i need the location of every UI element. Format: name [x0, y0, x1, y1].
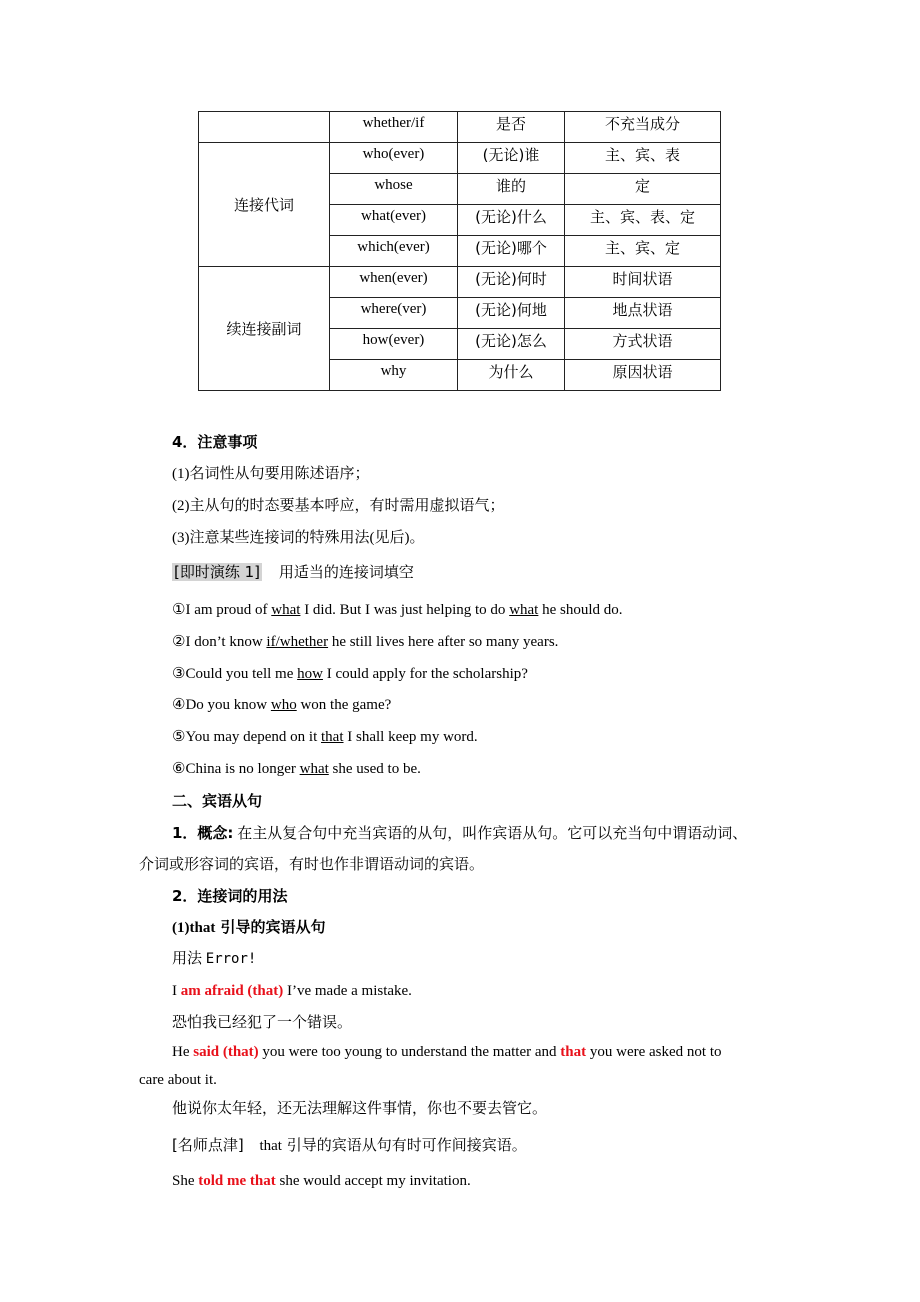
answer: that: [321, 729, 344, 745]
notes-item: (2)主从句的时态要基本呼应，有时需用虚拟语气；: [172, 498, 505, 514]
table-cell-word: how(ever): [330, 329, 458, 360]
conjunction-table: [198, 111, 721, 391]
exercise-item: ③Could you tell me how I could apply for the scholarship?: [172, 666, 528, 682]
answer: what: [509, 602, 539, 618]
exercise-item: ①I am proud of what I did. But I was just helping to do what he should do.: [172, 602, 623, 618]
tip-tag: [名师点津]: [172, 1136, 244, 1154]
table-cell-meaning: (无论)怎么: [458, 329, 565, 360]
table-cell-role: 主、宾、表、定: [565, 205, 721, 236]
table-cell-word: why: [330, 360, 458, 391]
table-cell-meaning: (无论)何时: [458, 267, 565, 298]
table-cell-meaning: (无论)哪个: [458, 236, 565, 267]
notes-item: (1)名词性从句要用陈述语序；: [172, 466, 370, 482]
table-cell-word: whether/if: [330, 112, 458, 143]
exercise-item: ⑥China is no longer what she used to be.: [172, 761, 421, 777]
notes-item: (3)注意某些连接词的特殊用法(见后)。: [172, 530, 425, 546]
usage-line: 用法 Error!: [172, 951, 257, 967]
table-cell-role: 地点状语: [565, 298, 721, 329]
exercise-item: ④Do you know who won the game?: [172, 697, 392, 713]
table-cell-meaning: (无论)何地: [458, 298, 565, 329]
sub-heading: (1)that 引导的宾语从句: [172, 918, 326, 936]
exercise-item: ⑤You may depend on it that I shall keep my word.: [172, 729, 478, 745]
example-sentence: She told me that she would accept my invitation.: [172, 1173, 471, 1189]
table-cell-role: 定: [565, 174, 721, 205]
table-cell-group: [199, 112, 330, 143]
table-cell-role: 原因状语: [565, 360, 721, 391]
example-sentence: I am afraid (that) I’ve made a mistake.: [172, 983, 412, 999]
table-cell-group: 续连接副词: [199, 267, 330, 391]
table-cell-word: when(ever): [330, 267, 458, 298]
table-row: [199, 267, 721, 298]
notes-heading: 4．注意事项: [172, 433, 258, 451]
tip-line: [名师点津] that 引导的宾语从句有时可作间接宾语。: [172, 1136, 527, 1154]
section-heading: 二、宾语从句: [172, 792, 263, 810]
table-cell-meaning: 为什么: [458, 360, 565, 391]
table-cell-word: who(ever): [330, 143, 458, 174]
table-cell-meaning: 谁的: [458, 174, 565, 205]
exercise-tag: [即时演练 1]: [174, 563, 261, 581]
answer: if/whether: [266, 634, 329, 650]
table-cell-meaning: (无论)什么: [458, 205, 565, 236]
example-sentence: He said (that) you were too young to understand the matter and that you were asked not to: [172, 1044, 722, 1060]
table-cell-meaning: 是否: [458, 112, 565, 143]
table-cell-meaning: (无论)谁: [458, 143, 565, 174]
answer: who: [270, 697, 297, 713]
table-cell-role: 方式状语: [565, 329, 721, 360]
exercise-item: ②I don’t know if/whether he still lives here after so many years.: [172, 634, 559, 650]
exercise-instruction: 用适当的连接词填空: [278, 563, 414, 581]
table-cell-role: 不充当成分: [565, 112, 721, 143]
exercise-header: [172, 562, 414, 582]
answer: what: [299, 761, 329, 777]
answer: what: [271, 602, 301, 618]
table-row: [199, 112, 721, 143]
example-translation: 他说你太年轻，还无法理解这件事情，你也不要去管它。: [172, 1101, 548, 1117]
example-translation: 恐怕我已经犯了一个错误。: [172, 1015, 353, 1031]
table-row: [199, 143, 721, 174]
answer: how: [297, 666, 323, 682]
concept-line: 1．概念: 在主从复合句中充当宾语的从句，叫作宾语从句。它可以充当句中谓语动词、: [172, 824, 748, 842]
table-cell-role: 主、宾、定: [565, 236, 721, 267]
table-cell-word: what(ever): [330, 205, 458, 236]
table-cell-word: whose: [330, 174, 458, 205]
field-error: Error!: [205, 951, 257, 967]
example-sentence-cont: care about it.: [139, 1072, 217, 1088]
usage-heading: 2．连接词的用法: [172, 887, 288, 905]
table-cell-word: where(ver): [330, 298, 458, 329]
table-cell-word: which(ever): [330, 236, 458, 267]
table-cell-role: 时间状语: [565, 267, 721, 298]
concept-line: 介词或形容词的宾语，有时也作非谓语动词的宾语。: [139, 857, 485, 873]
table-cell-group: 连接代词: [199, 143, 330, 267]
table-cell-role: 主、宾、表: [565, 143, 721, 174]
